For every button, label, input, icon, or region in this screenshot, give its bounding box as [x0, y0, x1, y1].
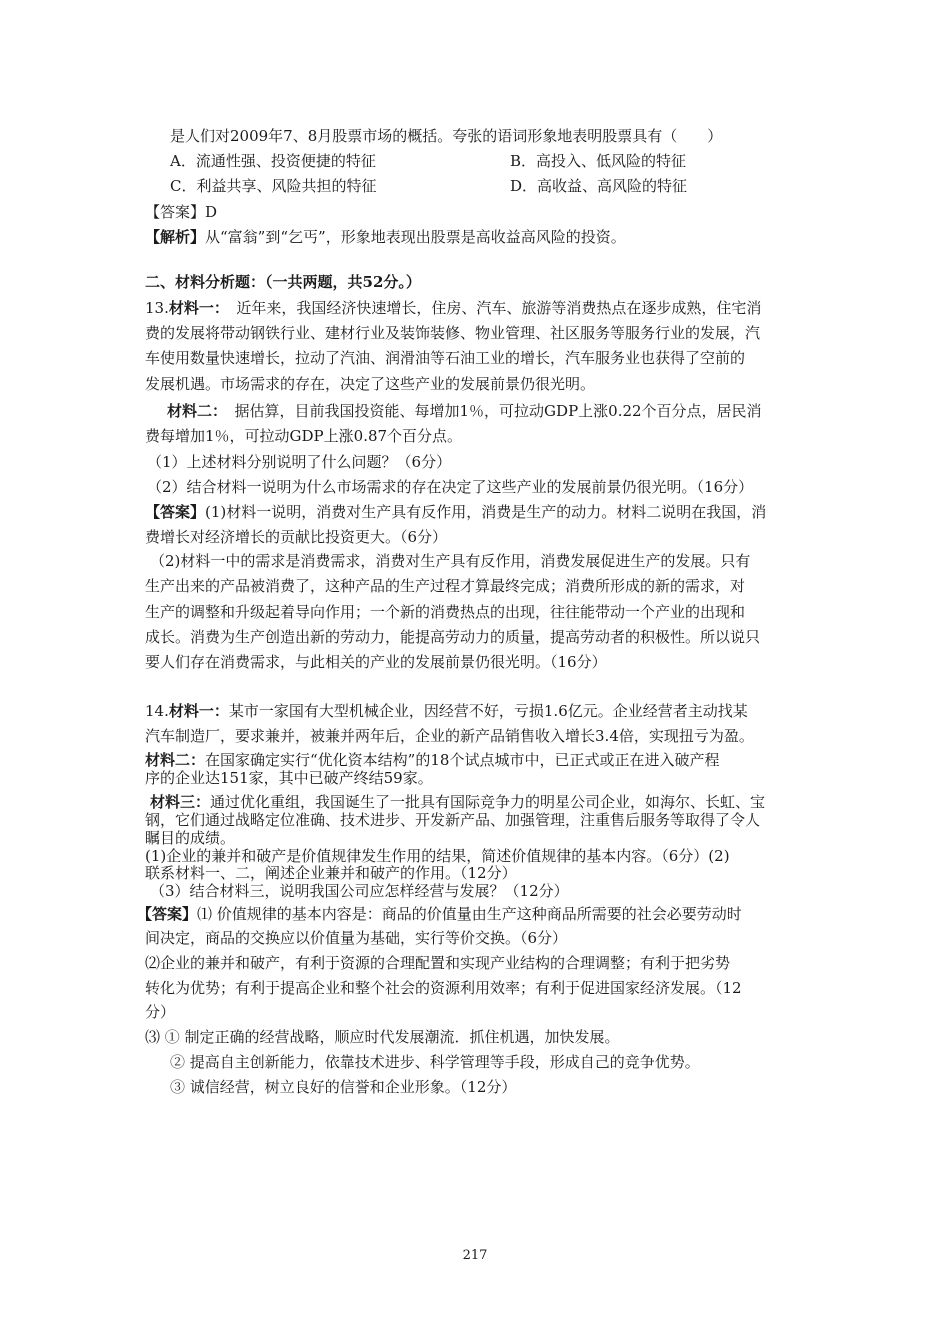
analysis-text: 从“富翁”到“乞丐”，形象地表现出股票是高收益高风险的投资。	[205, 228, 626, 246]
q12-option-b: B．高投入、低风险的特征	[510, 152, 687, 170]
q14-answer-2: ⑵企业的兼并和破产，有利于资源的合理配置和实现产业结构的合理调整；有利于把劣势	[145, 954, 731, 972]
paragraph-line: 车使用数量快速增长，拉动了汽油、润滑油等石油工业的增长，汽车服务业也获得了空前的	[145, 349, 746, 367]
q12-stem-tail: 是人们对2009年7、8月股票市场的概括。夸张的语词形象地表明股票具有（ ）	[170, 127, 723, 145]
answer-tag: 【答案】	[145, 203, 206, 221]
q12-analysis	[145, 226, 626, 248]
answer-text: (1)材料一说明，消费对生产具有反作用，消费是生产的动力。材料二说明在我国，消	[205, 503, 767, 521]
analysis-tag: 【解析】	[145, 228, 206, 246]
paragraph-line: 联系材料一、二，阐述企业兼并和破产的作用。（12分）	[145, 864, 517, 882]
material-text: 在国家确定实行“优化资本结构”的18个试点城市中，已正式或正在进入破产程	[205, 751, 720, 769]
q12-option-c: C．利益共享、风险共担的特征	[170, 177, 377, 195]
q13-material-2	[167, 400, 762, 422]
answer-text: ⑴ 价值规律的基本内容是：商品的价值量由生产这种商品所需要的社会必要劳动时	[197, 905, 742, 923]
paragraph-line: 生产出来的产品被消费了，这种产品的生产过程才算最终完成；消费所形成的新的需求，对	[145, 577, 746, 595]
paragraph-line: ③ 诚信经营，树立良好的信誉和企业形象。（12分）	[170, 1078, 517, 1096]
paragraph-line: ② 提高自主创新能力，依靠技术进步、科学管理等手段，形成自己的竞争优势。	[170, 1053, 700, 1071]
q14-question-1: (1)企业的兼并和破产是价值规律发生作用的结果，简述价值规律的基本内容。（6分）(2)	[145, 847, 730, 865]
q13-question-1: （1）上述材料分别说明了什么问题？（6分）	[147, 453, 452, 471]
material-text: 某市一家国有大型机械企业，因经营不好，亏损1.6亿元。企业经营者主动找某	[228, 702, 748, 720]
answer-value: D	[205, 203, 218, 221]
q14-answer-3: ⑶ ① 制定正确的经营战略，顺应时代发展潮流．抓住机遇，加快发展。	[145, 1028, 620, 1046]
q13-answer-2: （2)材料一中的需求是消费需求，消费对生产具有反作用，消费发展促进生产的发展。只有	[150, 552, 751, 570]
paragraph-line: 发展机遇。市场需求的存在，决定了这些产业的发展前景仍很光明。	[145, 375, 596, 393]
q12-option-a: A．流通性强、投资便捷的特征	[170, 152, 376, 170]
paragraph-line: 转化为优势；有利于提高企业和整个社会的资源利用效率；有利于促进国家经济发展。（12	[145, 979, 742, 997]
paragraph-line: 费增长对经济增长的贡献比投资更大。（6分）	[145, 528, 448, 546]
paragraph-line: 序的企业达151家，其中已破产终结59家。	[145, 769, 433, 787]
q14-question-3: （3）结合材料三，说明我国公司应怎样经营与发展？（12分）	[150, 882, 569, 900]
material-label: 材料二：	[167, 402, 220, 420]
paragraph-line: 分）	[145, 1003, 176, 1021]
section-heading: 二、材料分析题：（一共两题，共52分。）	[145, 273, 421, 291]
paragraph-line: 间决定，商品的交换应以价值量为基础，实行等价交换。（6分）	[145, 929, 568, 947]
paragraph-line: 费每增加1％，可拉动GDP上涨0.87个百分点。	[145, 427, 463, 445]
question-number: 14.	[145, 702, 169, 720]
q12-option-d: D．高收益、高风险的特征	[510, 177, 688, 195]
paragraph-line: 汽车制造厂，要求兼并，被兼并两年后，企业的新产品销售收入增长3.4倍，实现扭亏为盈。	[145, 727, 754, 745]
material-text: 据估算，目前我国投资能、每增加1％，可拉动GDP上涨0.22个百分点，居民消	[219, 402, 762, 420]
paragraph-line: 生产的调整和升级起着导向作用；一个新的消费热点的出现，往往能带动一个产业的出现和	[145, 603, 746, 621]
material-label: 材料一：	[168, 702, 229, 720]
q13-material-1	[145, 297, 761, 319]
q12-answer	[145, 201, 217, 223]
material-text: 通过优化重组，我国诞生了一批具有国际竞争力的明星公司企业，如海尔、长虹、宝	[210, 793, 766, 811]
answer-tag: 【答案】	[145, 503, 206, 521]
q13-question-2: （2）结合材料一说明为什么市场需求的存在决定了这些产业的发展前景仍很光明。（16分）	[147, 478, 754, 496]
q13-answer-1	[145, 501, 766, 523]
material-label: 材料二：	[145, 751, 206, 769]
paragraph-line: 成长。消费为生产创造出新的劳动力，能提高劳动力的质量，提高劳动者的积极性。所以说只	[145, 628, 761, 646]
q14-answer-1	[137, 903, 742, 925]
material-text: 近年来，我国经济快速增长，住房、汽车、旅游等消费热点在逐步成熟，住宅消	[221, 299, 762, 317]
material-label: 材料三：	[150, 793, 211, 811]
q14-material-1	[145, 700, 748, 722]
material-label: 材料一：	[168, 299, 222, 317]
question-number: 13.	[145, 299, 169, 317]
paragraph-line: 要人们存在消费需求，与此相关的产业的发展前景仍很光明。（16分）	[145, 653, 607, 671]
paragraph-line: 瞩目的成绩。	[145, 829, 236, 847]
paragraph-line: 钢，它们通过战略定位准确、技术进步、开发新产品、加强管理，注重售后服务等取得了令人	[145, 811, 761, 829]
answer-tag: 【答案】	[137, 905, 198, 923]
page-number: 217	[462, 1248, 488, 1263]
paragraph-line: 费的发展将带动钢铁行业、建材行业及装饰装修、物业管理、社区服务等服务行业的发展，汽	[145, 324, 761, 342]
